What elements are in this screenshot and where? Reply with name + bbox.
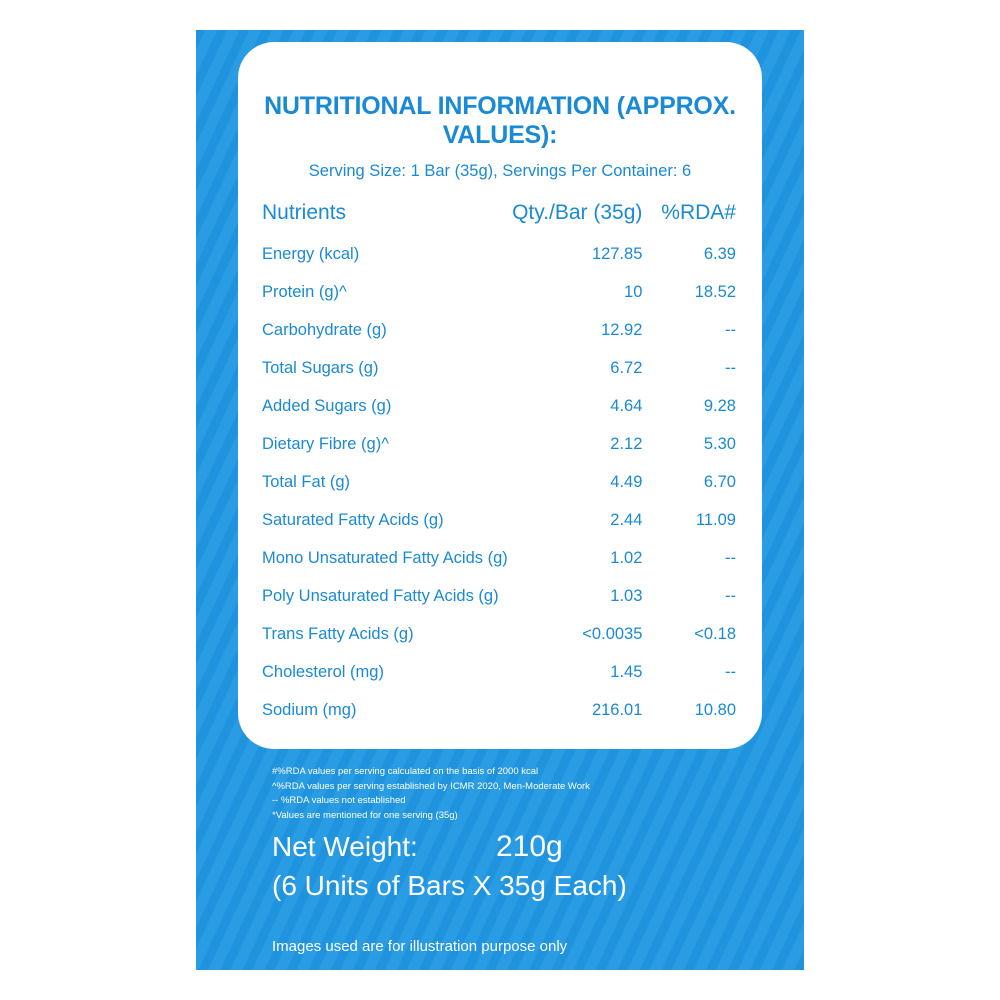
- nutrient-name: Dietary Fibre (g)^: [262, 434, 389, 453]
- net-weight-label: Net Weight:: [272, 831, 418, 862]
- table-header-row: [258, 195, 742, 235]
- nutrient-rda: 6.39: [703, 244, 736, 263]
- footnote-line: #%RDA values per serving calculated on the basis of 2000 kcal: [272, 766, 539, 777]
- nutrient-qty: 216.01: [591, 700, 643, 719]
- footnotes: [272, 765, 742, 823]
- nutrient-name: Added Sugars (g): [262, 396, 392, 415]
- table-row: [258, 425, 742, 463]
- nutrient-rda: --: [725, 358, 736, 377]
- nutrient-name: Energy (kcal): [262, 244, 360, 263]
- nutrient-name: Carbohydrate (g): [262, 320, 387, 339]
- illustration-note: Images used are for illustration purpose only: [272, 938, 568, 955]
- footnote-line: -- %RDA values not established: [272, 795, 406, 806]
- nutrient-qty: 1.03: [610, 586, 643, 605]
- nutrient-qty: <0.0035: [582, 624, 643, 643]
- nutrient-qty: 1.45: [610, 662, 643, 681]
- column-header-qty: Qty./Bar (35g): [512, 201, 643, 224]
- nutrient-qty: 4.64: [610, 396, 643, 415]
- table-row: [258, 501, 742, 539]
- nutrient-name: Total Sugars (g): [262, 358, 379, 377]
- nutrient-qty: 12.92: [601, 320, 643, 339]
- table-row: [258, 653, 742, 691]
- nutrient-name: Total Fat (g): [262, 472, 351, 491]
- nutrient-qty: 2.12: [610, 434, 643, 453]
- nutrition-title: NUTRITIONAL INFORMATION (APPROX. VALUES):: [264, 92, 736, 149]
- column-header-rda: %RDA#: [661, 201, 736, 224]
- net-weight-sub: (6 Units of Bars X 35g Each): [272, 870, 627, 901]
- nutrient-rda: 10.80: [694, 700, 736, 719]
- table-row: [258, 311, 742, 349]
- nutrient-qty: 2.44: [610, 510, 643, 529]
- footnote-line: ^%RDA values per serving established by ICMR 2020, Men-Moderate Work: [272, 780, 590, 792]
- nutrient-rda: --: [725, 548, 736, 567]
- product-label-panel: [196, 30, 804, 970]
- nutrient-rda: 5.30: [703, 434, 736, 453]
- net-weight-value: 210g: [496, 830, 563, 863]
- nutrient-name: Poly Unsaturated Fatty Acids (g): [262, 586, 499, 605]
- nutrient-rda: --: [725, 586, 736, 605]
- nutrient-rda: --: [725, 662, 736, 681]
- table-row: [258, 463, 742, 501]
- nutrient-name: Trans Fatty Acids (g): [262, 624, 414, 643]
- nutrient-name: Sodium (mg): [262, 700, 357, 719]
- table-row: [258, 349, 742, 387]
- nutrient-rda: <0.18: [694, 624, 736, 643]
- nutrient-rda: 18.52: [694, 282, 736, 301]
- footnote-line: *Values are mentioned for one serving (35g): [272, 809, 458, 821]
- nutrition-table: [258, 195, 742, 729]
- column-header-nutrient: Nutrients: [262, 201, 347, 224]
- nutrient-name: Cholesterol (mg): [262, 662, 384, 681]
- table-row: [258, 539, 742, 577]
- nutrient-rda: 11.09: [695, 510, 736, 529]
- table-row: [258, 387, 742, 425]
- table-row: [258, 235, 742, 273]
- table-row: [258, 577, 742, 615]
- nutrient-qty: 4.49: [610, 472, 643, 491]
- nutrient-name: Protein (g)^: [262, 282, 347, 301]
- table-row: [258, 615, 742, 653]
- nutrient-name: Saturated Fatty Acids (g): [262, 510, 444, 529]
- nutrition-card: [238, 42, 762, 749]
- table-row: [258, 691, 742, 729]
- nutrient-rda: 6.70: [703, 472, 736, 491]
- table-row: [258, 273, 742, 311]
- nutrient-rda: --: [725, 320, 736, 339]
- serving-size-text: Serving Size: 1 Bar (35g), Servings Per Container: 6: [308, 162, 692, 180]
- nutrient-rda: 9.28: [703, 396, 736, 415]
- nutrient-name: Mono Unsaturated Fatty Acids (g): [262, 548, 508, 567]
- nutrient-qty: 1.02: [610, 548, 643, 567]
- net-weight-row: [272, 830, 772, 864]
- nutrient-qty: 6.72: [610, 358, 643, 377]
- net-weight-block: [272, 830, 772, 902]
- nutrient-qty: 127.85: [591, 244, 643, 263]
- nutrient-qty: 10: [624, 282, 643, 301]
